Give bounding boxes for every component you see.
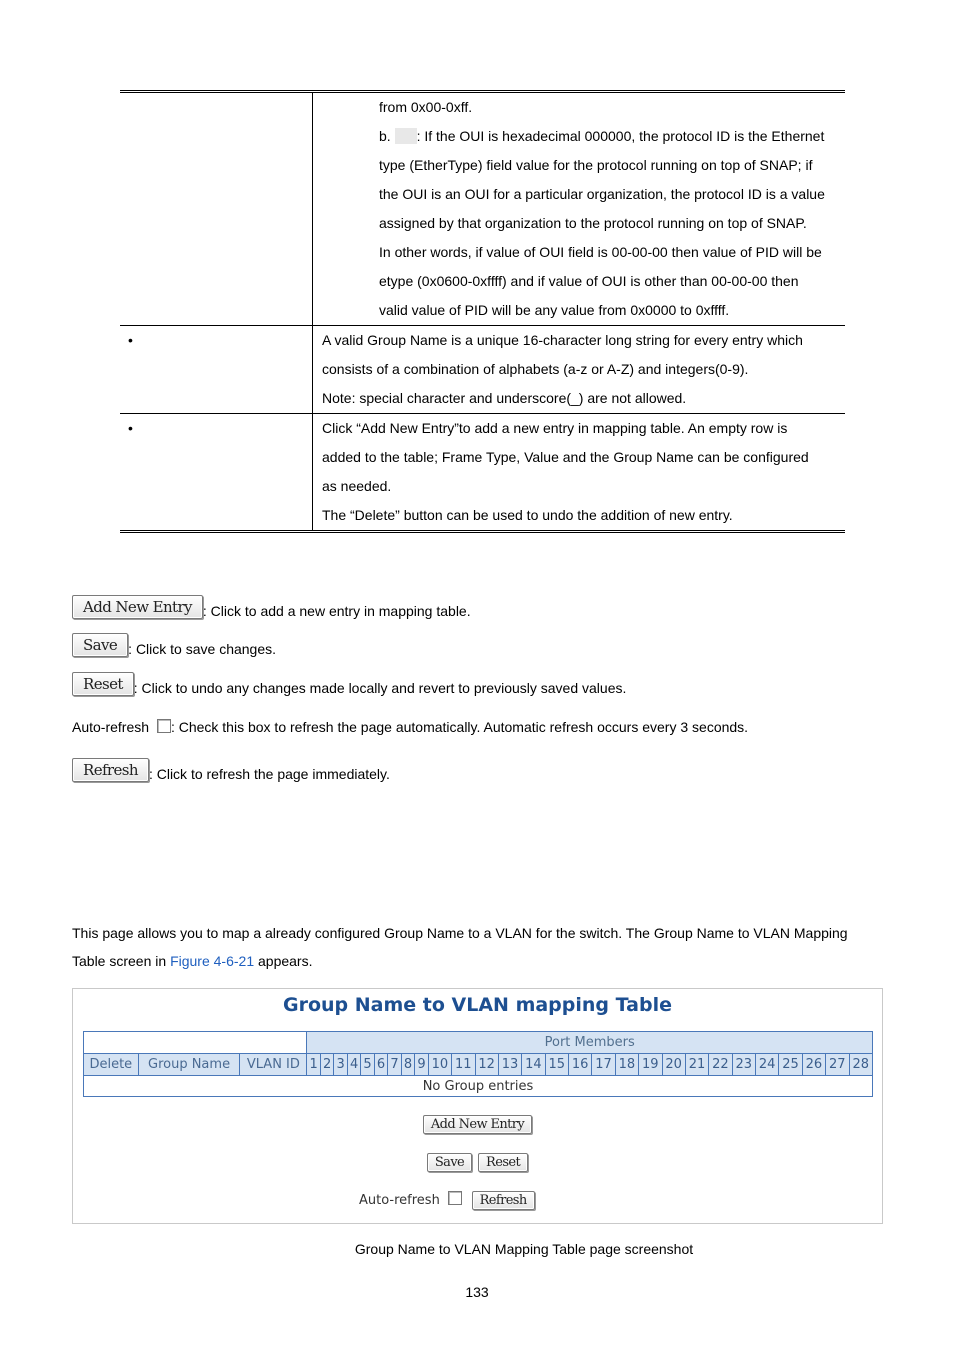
bullet-icon: • bbox=[128, 332, 133, 348]
bullet-icon: • bbox=[128, 420, 133, 436]
page-number: 133 bbox=[465, 1284, 489, 1300]
port-header: 20 bbox=[662, 1054, 685, 1076]
save-reset-row bbox=[73, 1153, 882, 1172]
desc-line: A valid Group Name is a unique 16-character long string for every entry which bbox=[322, 332, 803, 348]
col-delete: Delete bbox=[84, 1054, 139, 1076]
desc-line: assigned by that organization to the protocol running on top of SNAP. bbox=[379, 215, 807, 231]
group-vlan-mapping-table bbox=[83, 1031, 873, 1097]
autorefresh-label: Auto-refresh bbox=[72, 719, 150, 735]
add-row bbox=[73, 1115, 882, 1134]
legend-autorefresh-text: : Check this box to refresh the page automatically. Automatic refresh occurs every 3 seconds. bbox=[170, 719, 749, 735]
figure-link[interactable]: Figure 4-6-21 bbox=[170, 953, 255, 969]
desc-line: The “Delete” button can be used to undo the addition of new entry. bbox=[322, 507, 733, 523]
save-button[interactable]: Save bbox=[72, 633, 128, 657]
port-header: 22 bbox=[709, 1054, 732, 1076]
desc-line: etype (0x0600-0xffff) and if value of OUI is other than 00-00-00 then bbox=[379, 273, 799, 289]
port-header: 21 bbox=[685, 1054, 708, 1076]
desc-line: the OUI is an OUI for a particular organization, the protocol ID is a value bbox=[379, 186, 825, 202]
redacted-term bbox=[395, 128, 417, 144]
param-description-cell bbox=[313, 326, 846, 414]
param-name-cell bbox=[120, 414, 313, 532]
port-header: 17 bbox=[592, 1054, 615, 1076]
port-header: 10 bbox=[428, 1054, 451, 1076]
port-header: 26 bbox=[802, 1054, 825, 1076]
panel-add-new-entry-button[interactable]: Add New Entry bbox=[423, 1115, 532, 1134]
intro-line: This page allows you to map a already configured Group Name to a VLAN for the switch. The Group Name to VLAN Mapping bbox=[72, 925, 848, 941]
port-header: 3 bbox=[334, 1054, 347, 1076]
desc-line: In other words, if value of OUI field is 00-00-00 then value of PID will be bbox=[379, 244, 822, 260]
desc-line: Note: special character and underscore(_) are not allowed. bbox=[322, 390, 687, 406]
legend-save bbox=[72, 633, 276, 657]
panel-autorefresh-checkbox[interactable] bbox=[448, 1191, 462, 1205]
port-header: 19 bbox=[639, 1054, 662, 1076]
autorefresh-checkbox[interactable] bbox=[157, 719, 171, 733]
legend-add bbox=[72, 595, 471, 619]
add-new-entry-button[interactable]: Add New Entry bbox=[72, 595, 203, 619]
port-header: 23 bbox=[732, 1054, 755, 1076]
port-header: 16 bbox=[569, 1054, 592, 1076]
empty-message: No Group entries bbox=[84, 1076, 873, 1097]
legend-reset bbox=[72, 672, 626, 696]
port-header: 7 bbox=[388, 1054, 401, 1076]
port-header: 8 bbox=[401, 1054, 414, 1076]
port-header: 9 bbox=[415, 1054, 428, 1076]
legend-autorefresh bbox=[72, 719, 748, 735]
port-header: 5 bbox=[361, 1054, 374, 1076]
legend-save-text: : Click to save changes. bbox=[128, 641, 277, 657]
port-header: 14 bbox=[522, 1054, 545, 1076]
legend-reset-text: : Click to undo any changes made locally and revert to previously saved values. bbox=[133, 680, 627, 696]
desc-line: consists of a combination of alphabets (a-z or A-Z) and integers(0-9). bbox=[322, 361, 749, 377]
param-description-cell bbox=[313, 414, 846, 532]
panel-autorefresh-label: Auto-refresh bbox=[359, 1193, 440, 1208]
port-members-header: Port Members bbox=[307, 1032, 873, 1054]
legend-add-text: : Click to add a new entry in mapping table. bbox=[202, 603, 471, 619]
port-header: 4 bbox=[347, 1054, 360, 1076]
port-header: 18 bbox=[615, 1054, 638, 1076]
param-description-cell bbox=[313, 92, 846, 326]
panel-save-button[interactable]: Save bbox=[427, 1153, 472, 1172]
desc-line: Click “Add New Entry”to add a new entry in mapping table. An empty row is bbox=[322, 420, 788, 436]
blank-header bbox=[84, 1032, 307, 1054]
desc-line: as needed. bbox=[322, 478, 392, 494]
desc-line: valid value of PID will be any value from 0x0000 to 0xffff. bbox=[379, 302, 730, 318]
intro-paragraph bbox=[72, 919, 887, 975]
figure-caption: Group Name to VLAN Mapping Table page screenshot bbox=[354, 1241, 694, 1257]
reset-button[interactable]: Reset bbox=[72, 672, 134, 696]
legend-refresh bbox=[72, 758, 390, 782]
intro-line: Table screen in Figure 4-6-21 appears. bbox=[72, 953, 313, 969]
port-header: 25 bbox=[779, 1054, 802, 1076]
port-header: 28 bbox=[849, 1054, 873, 1076]
port-header: 27 bbox=[826, 1054, 849, 1076]
port-header: 1 bbox=[307, 1054, 320, 1076]
parameter-description-table bbox=[120, 90, 845, 533]
col-vlan-id: VLAN ID bbox=[240, 1054, 307, 1076]
port-header: 6 bbox=[374, 1054, 387, 1076]
col-group-name: Group Name bbox=[138, 1054, 240, 1076]
port-header: 24 bbox=[756, 1054, 779, 1076]
port-header: 2 bbox=[320, 1054, 333, 1076]
param-name-cell bbox=[120, 92, 313, 326]
desc-line: b. : If the OUI is hexadecimal 000000, the protocol ID is the Ethernet bbox=[379, 128, 825, 144]
param-name-cell bbox=[120, 326, 313, 414]
desc-line: added to the table; Frame Type, Value and the Group Name can be configured bbox=[322, 449, 809, 465]
port-header: 12 bbox=[475, 1054, 498, 1076]
desc-line: type (EtherType) field value for the protocol running on top of SNAP; if bbox=[379, 157, 813, 173]
panel-refresh-button[interactable]: Refresh bbox=[472, 1191, 535, 1210]
desc-line: from 0x00-0xff. bbox=[379, 99, 473, 115]
legend-refresh-text: : Click to refresh the page immediately. bbox=[148, 766, 390, 782]
refresh-button[interactable]: Refresh bbox=[72, 758, 149, 782]
panel-reset-button[interactable]: Reset bbox=[478, 1153, 528, 1172]
panel-title: Group Name to VLAN mapping Table bbox=[283, 994, 672, 1016]
refresh-row bbox=[359, 1191, 882, 1210]
port-header: 15 bbox=[545, 1054, 568, 1076]
screenshot-panel bbox=[72, 988, 883, 1224]
port-header: 13 bbox=[498, 1054, 521, 1076]
port-header: 11 bbox=[452, 1054, 475, 1076]
